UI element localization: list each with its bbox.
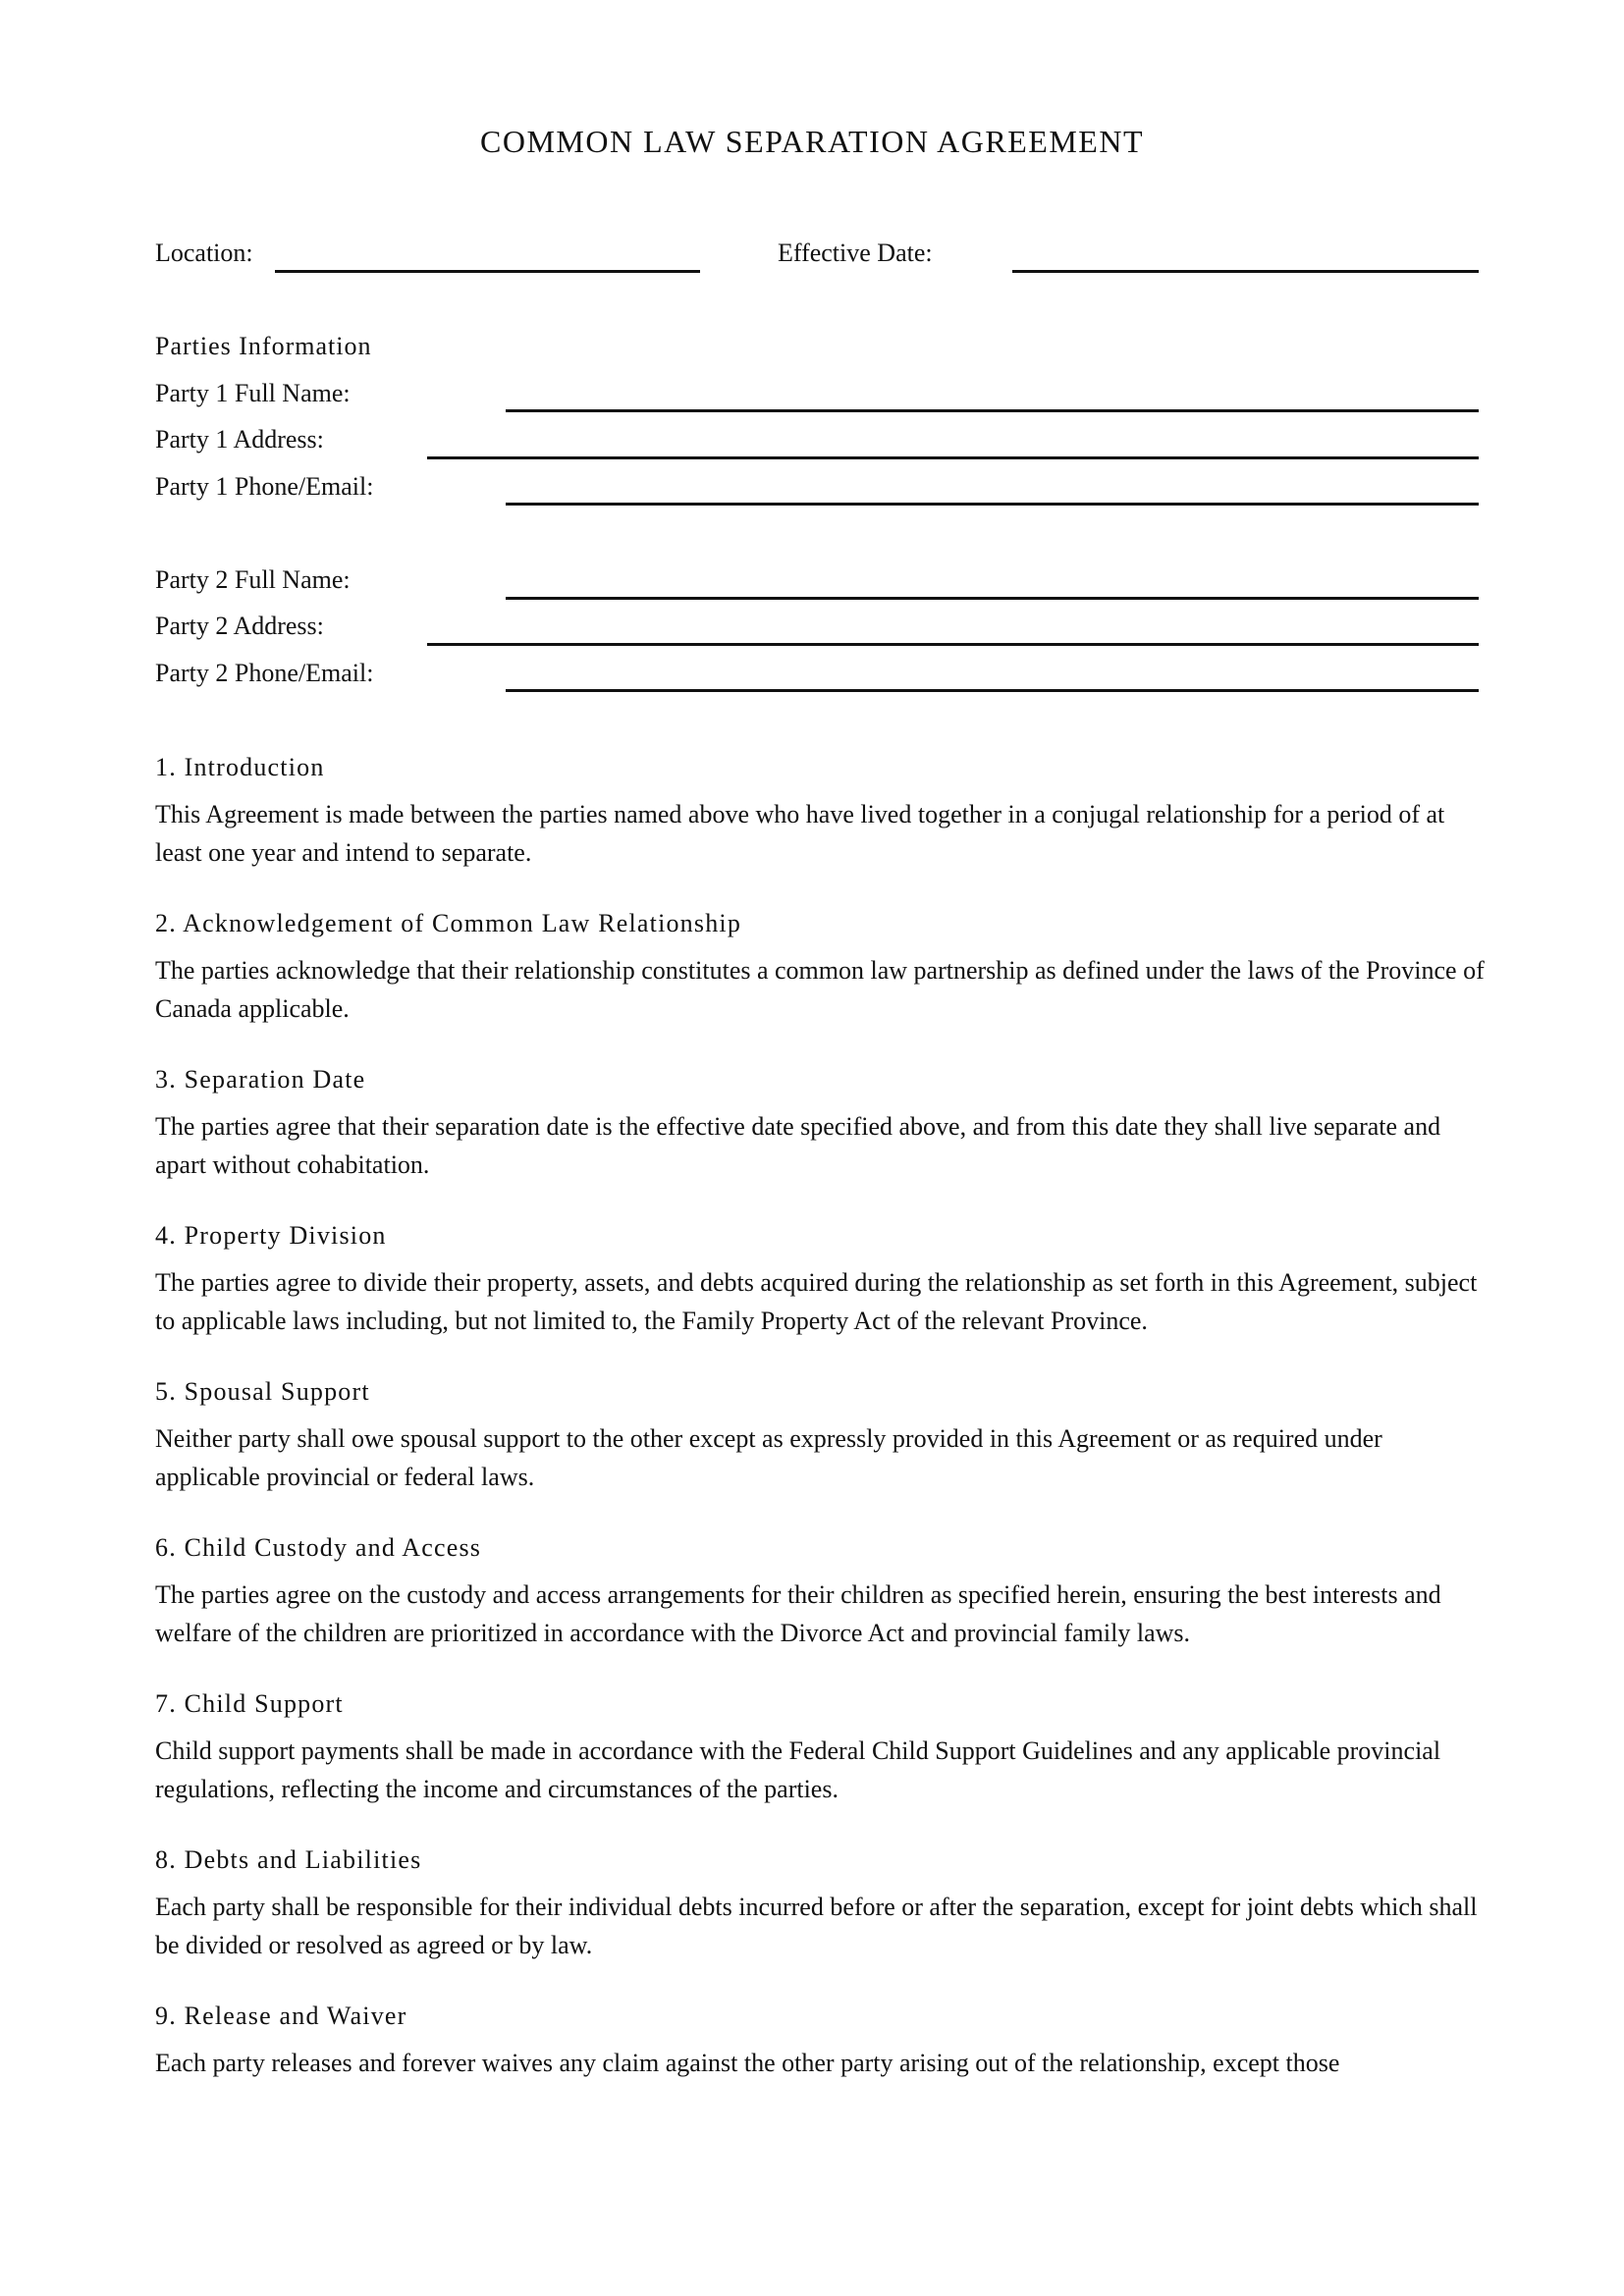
party1-address-field[interactable] bbox=[427, 456, 1479, 459]
location-label: Location: bbox=[155, 239, 253, 267]
party1-contact-label: Party 1 Phone/Email: bbox=[155, 472, 374, 501]
section-heading: 9. Release and Waiver bbox=[155, 2002, 407, 2030]
effective-date-label: Effective Date: bbox=[778, 239, 933, 267]
section-heading: 5. Spousal Support bbox=[155, 1377, 370, 1406]
document-title: COMMON LAW SEPARATION AGREEMENT bbox=[480, 124, 1144, 159]
effective-date-field[interactable] bbox=[1012, 270, 1479, 273]
party2-address-field[interactable] bbox=[427, 643, 1479, 646]
section-text: The parties acknowledge that their relationship constitutes a common law partnership as defined under the laws of the Province of Canada applicable. bbox=[155, 956, 1485, 1023]
section-heading: 4. Property Division bbox=[155, 1221, 387, 1250]
party2-name-field[interactable] bbox=[506, 597, 1479, 600]
section-text: Child support payments shall be made in accordance with the Federal Child Support Guidelines and any applicable provincial regulations, reflecting the income and circumstances of the parties. bbox=[155, 1736, 1441, 1803]
section-heading: 6. Child Custody and Access bbox=[155, 1533, 482, 1562]
section-text: Neither party shall owe spousal support to the other except as expressly provided in this Agreement or as required under applicable provincial or federal laws. bbox=[155, 1424, 1382, 1491]
parties-heading: Parties Information bbox=[155, 332, 372, 360]
party1-name-label: Party 1 Full Name: bbox=[155, 379, 351, 407]
section-heading: 3. Separation Date bbox=[155, 1065, 366, 1094]
party2-contact-label: Party 2 Phone/Email: bbox=[155, 659, 374, 687]
section-text: The parties agree that their separation date is the effective date specified above, and from this date they shall live separate and apart without cohabitation. bbox=[155, 1112, 1441, 1179]
section-text: This Agreement is made between the parties named above who have lived together in a conjugal relationship for a period of at least one year and intend to separate. bbox=[155, 800, 1445, 867]
party1-contact-field[interactable] bbox=[506, 503, 1479, 506]
section-heading: 8. Debts and Liabilities bbox=[155, 1845, 422, 1874]
section-text: Each party shall be responsible for their individual debts incurred before or after the separation, except for joint debts which shall be divided or resolved as agreed or by law. bbox=[155, 1893, 1478, 1959]
location-field[interactable] bbox=[275, 270, 700, 273]
section-heading: 2. Acknowledgement of Common Law Relationship bbox=[155, 909, 742, 937]
party2-name-label: Party 2 Full Name: bbox=[155, 565, 351, 594]
party2-address-label: Party 2 Address: bbox=[155, 612, 324, 640]
party2-contact-field[interactable] bbox=[506, 689, 1479, 692]
section-text: Each party releases and forever waives any claim against the other party arising out of the relationship, except those bbox=[155, 2049, 1340, 2077]
party1-name-field[interactable] bbox=[506, 409, 1479, 412]
party1-address-label: Party 1 Address: bbox=[155, 425, 324, 454]
section-heading: 1. Introduction bbox=[155, 753, 325, 781]
section-heading: 7. Child Support bbox=[155, 1689, 344, 1718]
section-text: The parties agree on the custody and access arrangements for their children as specified herein, ensuring the best interests and welfare of the children are prioritized in accordance with the Divorce Act and provincial family laws. bbox=[155, 1580, 1441, 1647]
section-text: The parties agree to divide their property, assets, and debts acquired during the relationship as set forth in this Agreement, subject to applicable laws including, but not limited to, the Family Property Act of the relevant Province. bbox=[155, 1268, 1478, 1335]
